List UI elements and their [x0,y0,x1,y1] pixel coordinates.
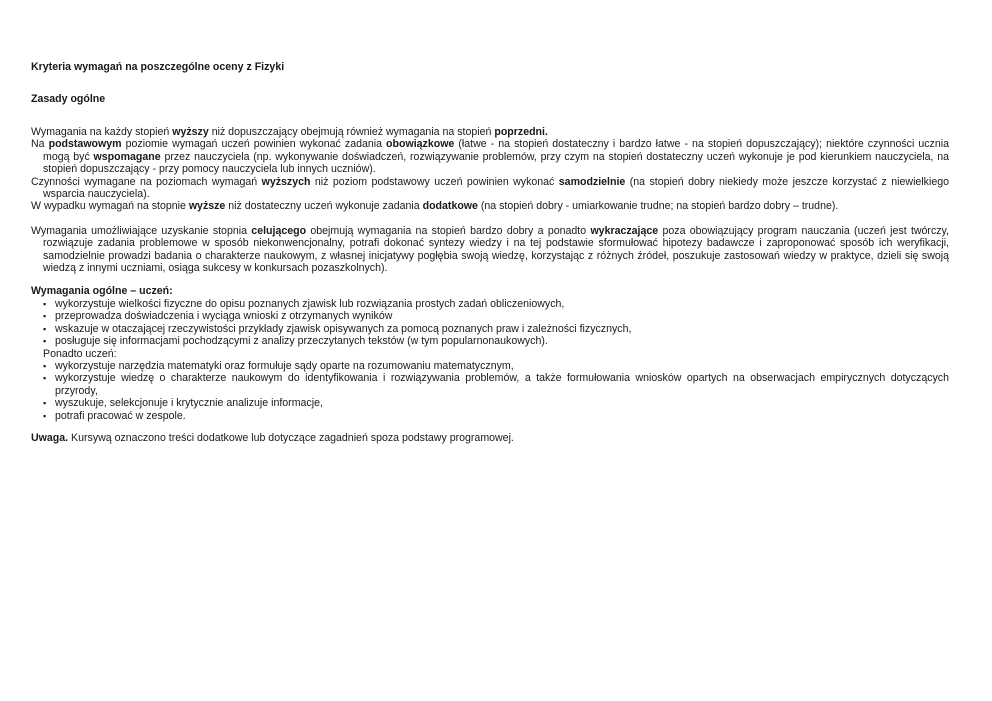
list-item: ▪ wskazuje w otaczającej rzeczywistości przykłady zjawisk opisywanych za pomocą poznanych praw i zależności fizycznych, [43,322,632,335]
general-requirements [31,285,949,421]
additional-requirements-list [31,360,949,422]
document-title: Kryteria wymagań na poszczególne oceny z Fizyki [31,61,285,73]
document-page [31,61,949,444]
bullet-icon: ▪ [43,360,47,371]
list-item: ▪ posługuje się informacjami pochodzącymi z analizy przeczytanych tekstów (w tym popularnonaukowych). [43,335,548,348]
rule-paragraph: Na podstawowym poziomie wymagań uczeń powinien wykonać zadania obowiązkowe (łatwe - na stopień dostateczny i bardzo łatwe - na stopień dopuszczający); niektóre czynności ucznia mogą być wspomagane przez nauczyciela (np. wykonywanie doświadczeń, rozwiązywanie problemów, przy czym na stopień dostateczny uczeń wykonuje je pod kierunkiem nauczyciela, na stopień dopuszczający - przy pomocy nauczyciela lub innych uczniów). [31,138,950,176]
bullet-icon: ▪ [43,336,47,347]
celujacy-section [31,225,949,275]
note-label: Uwaga. [31,431,69,444]
rule-paragraph: Wymagania na każdy stopień wyższy niż dopuszczający obejmują również wymagania na stopień poprzedni. [31,126,548,138]
list-item: ▪ wykorzystuje wielkości fizyczne do opisu poznanych zjawisk lub rozwiązania prostych zadań obliczeniowych, [43,297,565,310]
general-rules [31,126,949,213]
requirements-heading: Wymagania ogólne – uczeń: [31,285,173,298]
requirements-list [31,298,949,348]
bullet-icon: ▪ [43,311,47,322]
section-title: Zasady ogólne [31,93,106,105]
ponadto-label: Ponadto uczeń: [43,347,117,360]
note-text: Kursywą oznaczono treści dodatkowe lub dotyczące zagadnień spoza podstawy programowej. [68,431,514,444]
list-item: ▪ wykorzystuje wiedzę o charakterze naukowym do identyfikowania i rozwiązywania problemów, a także formułowania wniosków opartych na obserwacjach empirycznych dotyczących przyrody, [43,372,949,397]
rule-paragraph: Czynności wymagane na poziomach wymagań wyższych niż poziom podstawowy uczeń powinien wykonać samodzielnie (na stopień dobry niekiedy może jeszcze korzystać z niewielkiego wsparcia nauczyciela). [31,175,949,201]
list-item: ▪ wykorzystuje narzędzia matematyki oraz formułuje sądy oparte na rozumowaniu matematycznym, [43,359,514,372]
list-item: ▪ potrafi pracować w zespole. [43,409,186,422]
list-item: ▪ wyszukuje, selekcjonuje i krytycznie analizuje informacje, [43,397,323,410]
bullet-icon: ▪ [43,373,47,384]
bullet-icon: ▪ [43,298,47,309]
bullet-icon: ▪ [43,398,47,409]
celujacy-paragraph: Wymagania umożliwiające uzyskanie stopnia celującego obejmują wymagania na stopień bardzo dobry a ponadto wykraczające poza obowiązujący program nauczania (uczeń jest twórczy, rozwiązuje zadania problemowe w sposób niekonwencjonalny, potrafi dokonać syntezy wiedzy i na tej podstawie sformułować hipotezy badawcze i zaproponować sposób ich weryfikacji, samodzielnie prowadzi badania o charakterze naukowym, z własnej inicjatywy pogłębia swoją wiedzę, korzystając z różnych źródeł, poszukuje zastosowań wiedzy w praktyce, dzieli się swoją wiedzą z innymi uczniami, osiąga sukcesy w konkursach pozaszkolnych). [31,224,950,275]
bullet-icon: ▪ [43,323,47,334]
list-item: ▪ przeprowadza doświadczenia i wyciąga wnioski z otrzymanych wyników [43,310,393,323]
rule-paragraph: W wypadku wymagań na stopnie wyższe niż dostateczny uczeń wykonuje zadania dodatkowe (na stopień dobry - umiarkowanie trudne; na stopień bardzo dobry – trudne). [31,200,839,213]
bullet-icon: ▪ [43,410,47,421]
note [31,432,949,444]
